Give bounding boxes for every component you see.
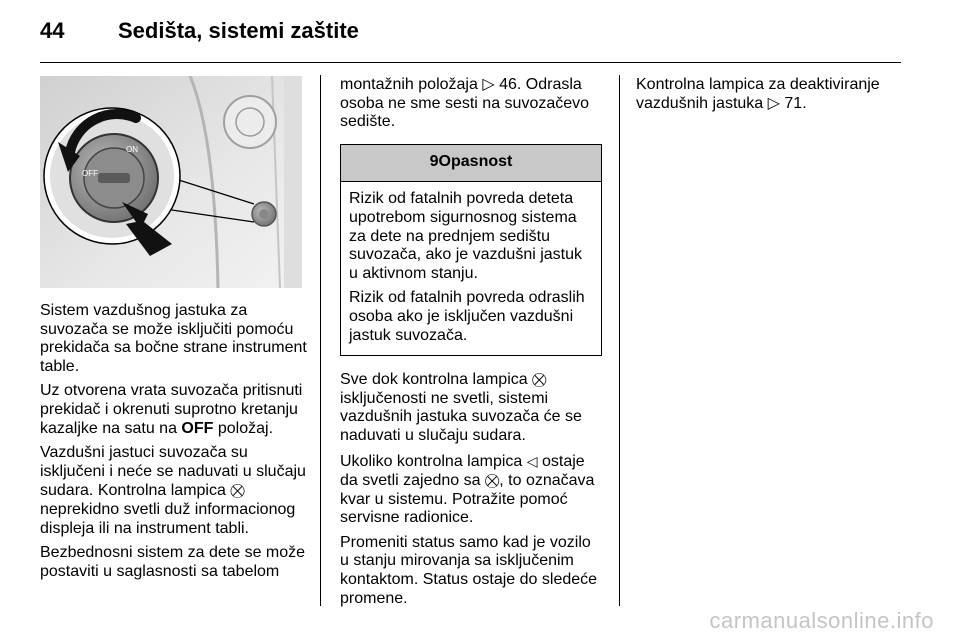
page-number: 44 (40, 18, 65, 43)
page-reference[interactable]: 71 (784, 94, 803, 112)
paragraph: Ukoliko kontrolna lampica ◁ ostaje da svetli zajedno sa ⛒, to označava kvar u sistemu. Potražite pomoć servisne radionice. (340, 452, 595, 527)
paragraph: Sve dok kontrolna lampica ⛒ isključenosti ne svetli, sistemi vazdušnih jastuka suvozača će se naduvati u slučaju sudara. (340, 371, 582, 444)
header-divider (40, 62, 901, 63)
page-title: Sedišta, sistemi zaštite (118, 18, 359, 43)
column-divider-1 (320, 75, 321, 606)
warning-triangle-icon: 9 (429, 152, 439, 170)
airbag-off-icon: ⛒ (230, 482, 245, 499)
danger-warning-body (341, 182, 601, 355)
switch-off-label: OFF (82, 169, 98, 178)
paragraph: Rizik od fatalnih povreda odraslih osoba ako je isključen vazdušni jastuk suvozača. (349, 289, 585, 344)
airbag-switch-illustration (40, 76, 302, 288)
airbag-off-icon: ⛒ (484, 472, 500, 489)
page-ref-arrow-icon: ▷ (482, 76, 495, 93)
paragraph: montažnih položaja ▷ 46. Odrasla osoba ne sme sesti na suvozačevo sedište. (340, 76, 590, 131)
watermark: carmanualsonline.info (709, 608, 934, 633)
page-ref-arrow-icon: ▷ (767, 94, 780, 112)
danger-warning-header: 9Opasnost (341, 145, 601, 183)
paragraph: Kontrolna lampica za deaktiviranje vazdušnih jastuka ▷ 71. (636, 76, 880, 112)
text-column-3 (636, 76, 898, 119)
text-column-1 (40, 302, 308, 587)
text-column-2 (340, 76, 604, 614)
paragraph: Bezbednosni sistem za dete se može postaviti u saglasnosti sa tabelom (40, 544, 306, 580)
airbag-off-icon: ⛒ (532, 371, 547, 388)
off-position-label: OFF (181, 419, 214, 437)
paragraph: Sistem vazdušnog jastuka za suvozača se može isključiti pomoću prekidača sa bočne strane instrument table. (40, 302, 307, 375)
paragraph: Uz otvorena vrata suvozača pritisnuti prekidač i okrenuti suprotno kretanju kazaljke na satu na OFF položaj. (40, 382, 303, 437)
column-divider-2 (619, 75, 620, 606)
paragraph: Rizik od fatalnih povreda deteta upotrebom sigurnosnog sistema za dete na prednjem sedištu suvozača, ako je vazdušni jastuk u aktivnom stanju. (349, 190, 583, 282)
paragraph: Vazdušni jastuci suvozača su isključeni i neće se naduvati u slučaju sudara. Kontrolna lampica ⛒ neprekidno svetli duž informacionog displeja ili na instrument tabli. (40, 444, 306, 537)
page-reference[interactable]: 46 (499, 76, 517, 93)
paragraph: Promeniti status samo kad je vozilo u stanju mirovanja sa isključenim kontaktom. Status ostaje do sledeće promene. (340, 533, 598, 607)
airbag-warning-icon: ◁ (526, 452, 538, 469)
switch-on-label: ON (126, 145, 138, 154)
danger-warning-box (340, 144, 602, 356)
